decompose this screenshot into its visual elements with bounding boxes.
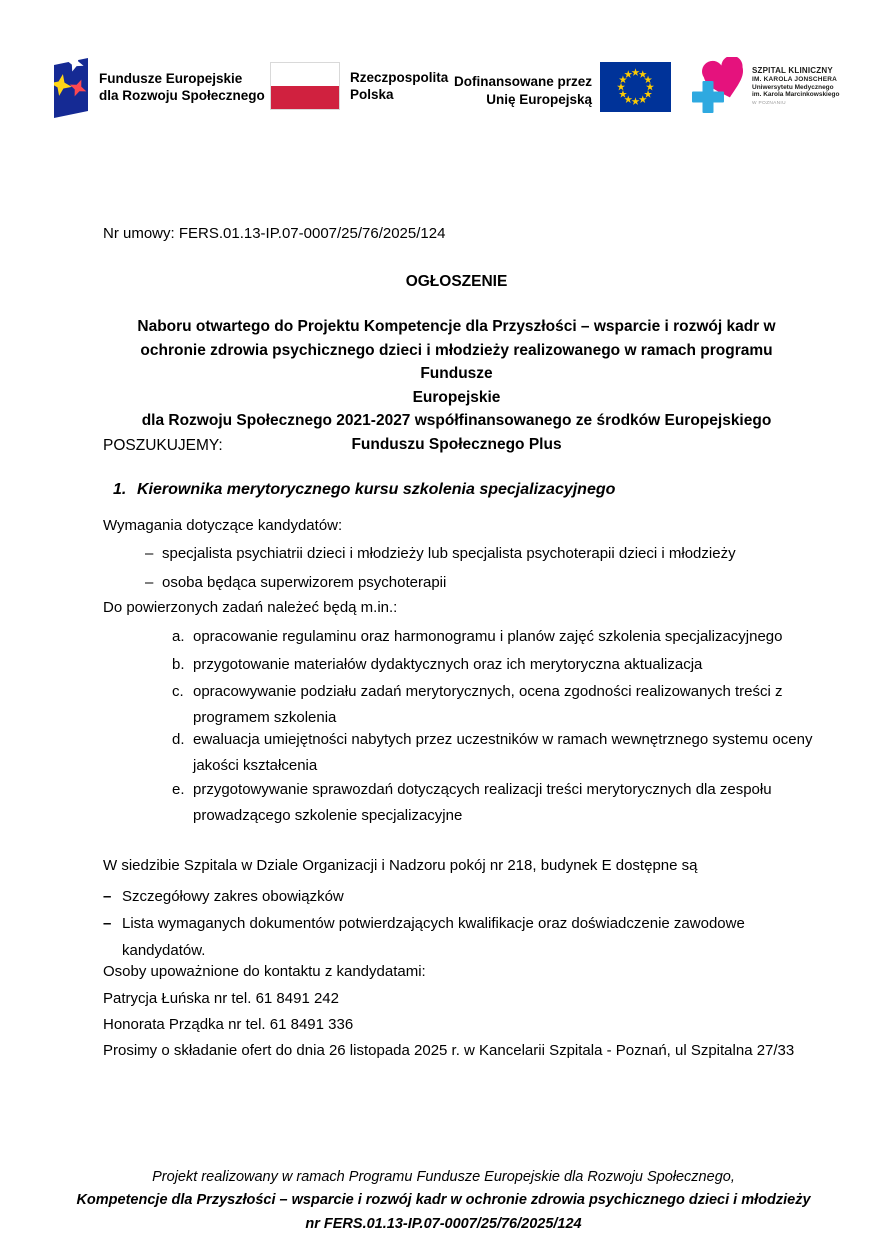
document-title: OGŁOSZENIE	[405, 273, 508, 290]
eu-funding-line1: Dofinansowane przez	[453, 74, 592, 89]
available-text: Szczegółowy zakres obowiązków	[122, 888, 344, 905]
footer	[40, 1166, 847, 1236]
task-letter: e.	[172, 781, 185, 798]
hospital-name-line3: Uniwersytetu Medycznego	[752, 83, 834, 91]
dash-bullet: –	[103, 915, 112, 932]
fundusze-europejskie-logo	[54, 56, 265, 118]
task-letter: a.	[172, 628, 185, 645]
requirement-item	[145, 545, 736, 562]
task-text: opracowywanie podziału zadań merytorycznych, ocena zgodności realizowanych treści z programem szkolenia	[193, 683, 783, 726]
intro-line: dla Rozwoju Społecznego 2021-2027 współfinansowanego ze środków Europejskiego	[141, 412, 772, 430]
footer-line1: Projekt realizowany w ramach Programu Fundusze Europejskie dla Rozwoju Społecznego,	[152, 1169, 735, 1185]
eu-funding-line2: Unię Europejską	[486, 91, 592, 107]
pl-logo-line2: Polska	[350, 86, 394, 102]
contact-person: Patrycja Łuńska nr tel. 61 8491 242	[103, 990, 339, 1007]
hospital-name-line5: W POZNANIU	[752, 100, 786, 106]
task-item	[172, 652, 817, 678]
dash-bullet: –	[145, 574, 154, 591]
task-text: opracowanie regulaminu oraz harmonogramu i planów zajęć szkolenia specjalizacyjnego	[193, 628, 783, 645]
tasks-label: Do powierzonych zadań należeć będą m.in.:	[103, 599, 398, 616]
fe-logo-line2: dla Rozwoju Społecznego	[99, 88, 265, 103]
available-item	[103, 910, 818, 964]
pl-logo-line1: Rzeczpospolita	[350, 69, 449, 85]
task-text: przygotowanie materiałów dydaktycznych oraz ich merytoryczna aktualizacja	[193, 656, 703, 673]
poland-flag-icon	[270, 62, 340, 110]
contact-label: Osoby upoważnione do kontaktu z kandydatami:	[103, 963, 426, 980]
requirement-text: osoba będąca superwizorem psychoterapii	[162, 574, 447, 591]
seeking-label: POSZUKUJEMY:	[103, 437, 223, 454]
hospital-name-line4: im. Karola Marcinkowskiego	[752, 91, 840, 98]
task-item	[172, 624, 817, 650]
position-number: 1.	[113, 481, 127, 498]
hospital-heart-cross-icon	[687, 57, 747, 117]
position-title: Kierownika merytorycznego kursu szkolenia specjalizacyjnego	[137, 481, 616, 498]
task-item	[172, 727, 817, 778]
position-heading	[113, 481, 615, 499]
task-letter: c.	[172, 683, 184, 700]
hospital-name-line1: SZPITAL KLINICZNY	[752, 66, 833, 75]
task-text: przygotowywanie sprawozdań dotyczących realizacji treści merytorycznych dla zespołu prowadzącego szkolenie specjalizacyjne	[193, 781, 772, 824]
eu-flag-icon	[600, 62, 671, 112]
task-letter: d.	[172, 731, 185, 748]
contact-person: Honorata Prządka nr tel. 61 8491 336	[103, 1016, 354, 1033]
footer-line3: nr FERS.01.13-IP.07-0007/25/76/2025/124	[305, 1215, 582, 1232]
poland-logo	[270, 61, 448, 110]
poland-flag-red-stripe	[271, 86, 339, 109]
eu-funding-caption	[452, 73, 592, 108]
submission-line: Prosimy o składanie ofert do dnia 26 listopada 2025 r. w Kancelarii Szpitala - Poznań, ul Szpitalna 27/33	[103, 1042, 795, 1059]
intro-line: Funduszu Społecznego Plus	[351, 435, 562, 453]
requirements-label: Wymagania dotyczące kandydatów:	[103, 517, 343, 534]
task-text: ewaluacja umiejętności nabytych przez uczestników w ramach wewnętrznego systemu oceny jakości kształcenia	[193, 731, 813, 774]
task-item	[172, 679, 817, 730]
footer-line2: Kompetencje dla Przyszłości – wsparcie i rozwój kadr w ochronie zdrowia psychicznego dzieci i młodzieży	[76, 1192, 811, 1209]
dash-bullet: –	[103, 888, 112, 905]
intro-paragraph	[103, 315, 810, 457]
intro-line: Naboru otwartego do Projektu Kompetencje dla Przyszłości – wsparcie i rozwój kadr w	[137, 318, 776, 335]
requirement-item	[145, 574, 446, 591]
task-letter: b.	[172, 656, 185, 673]
available-item	[103, 883, 818, 910]
task-item	[172, 777, 817, 828]
contract-number: Nr umowy: FERS.01.13-IP.07-0007/25/76/2025/124	[103, 225, 446, 242]
intro-line: ochronie zdrowia psychicznego dzieci i młodzieży realizowanego w ramach programu Fundusze	[140, 341, 773, 383]
dash-bullet: –	[145, 545, 154, 562]
intro-line: Europejskie	[412, 388, 501, 406]
location-line: W siedzibie Szpitala w Dziale Organizacji i Nadzoru pokój nr 218, budynek E dostępne są	[103, 857, 698, 874]
requirement-text: specjalista psychiatrii dzieci i młodzieży lub specjalista psychoterapii dzieci i młodzieży	[162, 545, 736, 562]
hospital-logo	[687, 57, 877, 117]
fe-flag-icon	[54, 56, 88, 118]
fe-logo-line1: Fundusze Europejskie	[99, 71, 243, 86]
hospital-name-line2: IM. KAROLA JONSCHERA	[752, 75, 838, 83]
available-text: Lista wymaganych dokumentów potwierdzających kwalifikacje oraz doświadczenie zawodowe kandydatów.	[122, 915, 745, 959]
